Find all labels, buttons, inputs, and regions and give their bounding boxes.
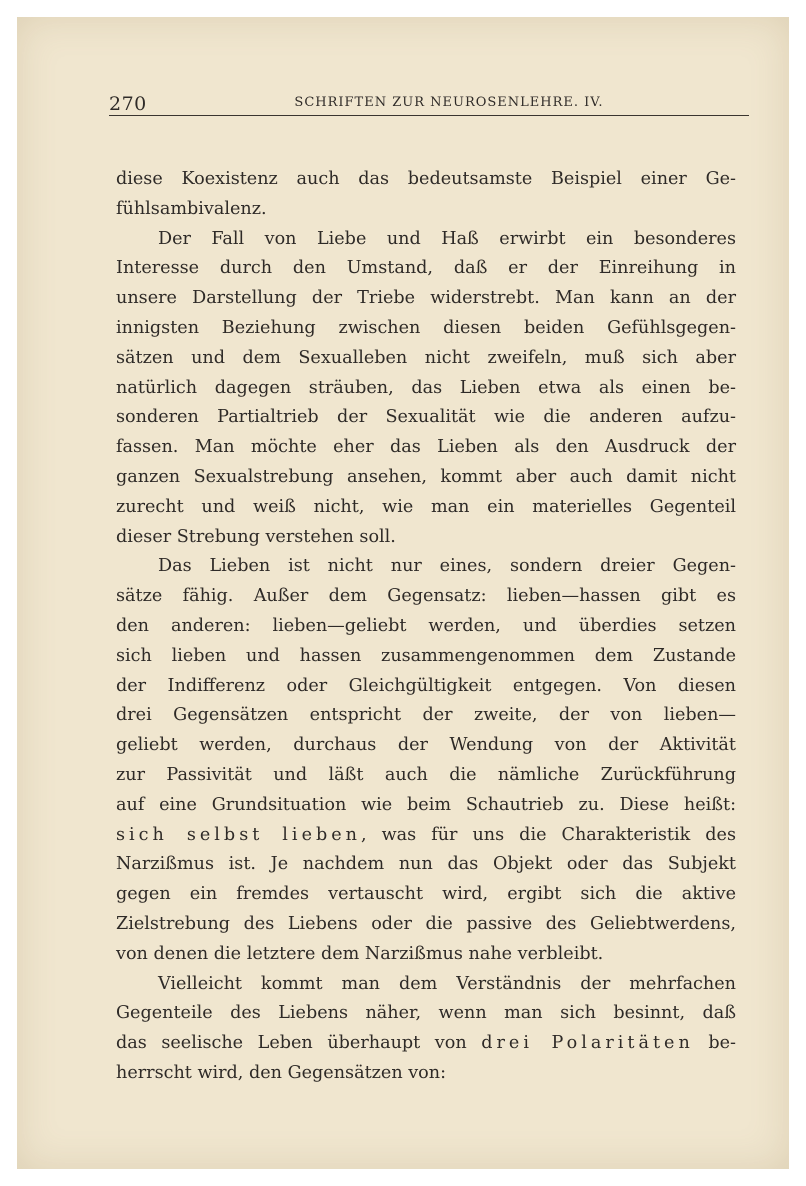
text-line: herrscht wird, den Gegensätzen von: — [116, 1062, 447, 1083]
text-line: Narzißmus ist. Je nachdem nun das Objekt oder das Subjekt — [116, 854, 736, 875]
text-line: den anderen: lieben—geliebt werden, und überdies setzen — [116, 615, 736, 636]
emphasized-phrase: sich selbst lieben — [116, 824, 361, 845]
text-line: sonderen Partialtrieb der Sexualität wie die anderen aufzu- — [116, 407, 736, 428]
text-line: dieser Strebung verstehen soll. — [116, 526, 396, 547]
text-line: sich selbst lieben, was für uns die Charakteristik des — [116, 824, 736, 845]
text-line: von denen die letztere dem Narzißmus nahe verbleibt. — [116, 943, 604, 964]
page-header — [109, 93, 749, 116]
text-line: ganzen Sexualstrebung ansehen, kommt aber auch damit nicht — [116, 466, 736, 487]
text-line: der Indifferenz oder Gleichgültigkeit entgegen. Von diesen — [116, 675, 736, 696]
text-line: unsere Darstellung der Triebe widerstrebt. Man kann an der — [116, 288, 736, 309]
text-line: Vielleicht kommt man dem Verständnis der mehrfachen — [158, 973, 736, 994]
text-line: drei Gegensätzen entspricht der zweite, der von lieben— — [116, 705, 736, 726]
text-line: zurecht und weiß nicht, wie man ein materielles Gegenteil — [116, 496, 736, 517]
text-line: Zielstrebung des Liebens oder die passive des Geliebtwerdens, — [116, 913, 736, 934]
page-number: 270 — [109, 93, 147, 115]
text-line: innigsten Beziehung zwischen diesen beiden Gefühlsgegen- — [116, 317, 736, 338]
text-line: das seelische Leben überhaupt von drei Polaritäten be- — [116, 1033, 736, 1054]
text-line: fühlsambivalenz. — [116, 198, 267, 219]
text-line: natürlich dagegen sträuben, das Lieben etwa als einen be- — [116, 377, 736, 398]
text-line: zur Passivität und läßt auch die nämliche Zurückführung — [116, 764, 736, 785]
emphasized-phrase: drei Polaritäten — [481, 1033, 694, 1054]
text-line: fassen. Man möchte eher das Lieben als den Ausdruck der — [116, 437, 736, 458]
text-line: sätze fähig. Außer dem Gegensatz: lieben—hassen gibt es — [116, 586, 736, 607]
text-line: diese Koexistenz auch das bedeutsamste Beispiel einer Ge- — [116, 169, 736, 189]
text-line: gegen ein fremdes vertauscht wird, ergibt sich die aktive — [116, 884, 736, 905]
text-line: sich lieben und hassen zusammengenommen dem Zustande — [116, 645, 736, 666]
text-line: Das Lieben ist nicht nur eines, sondern dreier Gegen- — [158, 556, 736, 577]
text-line: Interesse durch den Umstand, daß er der Einreihung in — [116, 258, 736, 279]
text-line: auf eine Grundsituation wie beim Schautrieb zu. Diese heißt: — [116, 794, 736, 815]
running-title: SCHRIFTEN ZUR NEUROSENLEHRE. IV. — [294, 95, 604, 110]
text-line: sätzen und dem Sexualleben nicht zweifeln, muß sich aber — [116, 347, 736, 368]
text-line: geliebt werden, durchaus der Wendung von der Aktivität — [116, 735, 736, 756]
text-line: Gegenteile des Liebens näher, wenn man sich besinnt, daß — [116, 1003, 736, 1024]
body-text — [116, 165, 736, 1089]
book-page — [17, 17, 789, 1169]
text-line: Der Fall von Liebe und Haß erwirbt ein besonderes — [158, 228, 736, 249]
